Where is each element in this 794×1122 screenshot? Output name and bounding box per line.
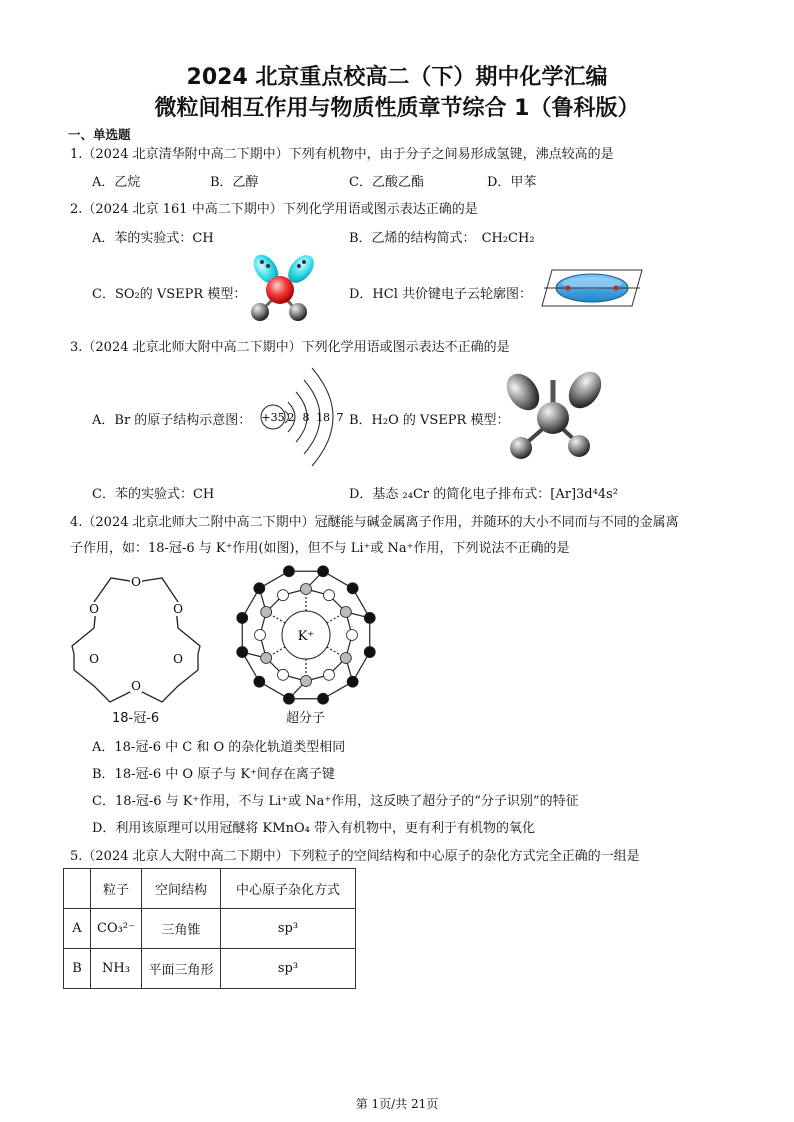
- q4-option-d: D．利用该原理可以用冠醚将 KMnO₄ 带入有机物中，更有利于有机物的氧化: [92, 821, 535, 836]
- question-5-stem: 5.（2024 北京人大附中高二下期中）下列粒子的空间结构和中心原子的杂化方式完全正确的一组是: [70, 849, 640, 864]
- table-header-row: [64, 869, 356, 909]
- section-heading: 一、单选题: [68, 127, 131, 142]
- hcl-electron-cloud-image: [540, 268, 644, 308]
- supramolecule-k-crown-diagram: [236, 560, 376, 710]
- ring-atom-dot: [347, 676, 358, 687]
- br-shell-3: 18: [316, 411, 330, 424]
- ring-atom-dot: [364, 647, 375, 658]
- q4-option-c: C．18-冠-6 与 K⁺作用，不与 Li⁺或 Na⁺作用，这反映了超分子的“分子识别”的特征: [92, 794, 579, 809]
- question-1-stem: 1.（2024 北京清华附中高二下期中）下列有机物中，由于分子之间易形成氢键，沸点较高的是: [70, 147, 614, 162]
- ring-atom-dot: [364, 612, 375, 623]
- q3-option-c: C．苯的实验式：CH: [92, 487, 215, 502]
- table-cell: NH₃: [91, 949, 142, 989]
- svg-text:O: O: [89, 652, 99, 666]
- q1-option-d: D．甲苯: [487, 175, 537, 190]
- q3-option-b: B．H₂O 的 VSEPR 模型：: [349, 413, 510, 428]
- ring-atom-dot: [278, 669, 289, 680]
- table-cell: B: [64, 949, 91, 989]
- q3-option-d: D．基态 ₂₄Cr 的简化电子排布式：[Ar]3d⁴4s²: [349, 487, 618, 502]
- ring-atom-dot: [301, 676, 312, 687]
- table-row: [64, 949, 356, 989]
- table-cell: sp³: [221, 909, 356, 949]
- table-row: [64, 909, 356, 949]
- q1-option-b: B．乙醇: [210, 175, 259, 190]
- h2o-vsepr-model-image: [505, 370, 605, 475]
- crown-ether-18-6-structure: [66, 570, 206, 720]
- ring-atom-dot: [347, 630, 358, 641]
- supramolecule-label: 超分子: [286, 711, 326, 726]
- q2-option-c: C．SO₂的 VSEPR 模型：: [92, 287, 247, 302]
- br-atom-structure-diagram: [258, 362, 348, 472]
- br-shell-1: 2: [287, 411, 295, 424]
- q2-option-d: D．HCl 共价键电子云轮廓图：: [349, 287, 532, 302]
- page-title-line1: 2024 北京重点校高二（下）期中化学汇编: [186, 65, 608, 90]
- ring-atom-dot: [340, 653, 351, 664]
- ring-atom-dot: [318, 566, 329, 577]
- ring-atom-dot: [254, 676, 265, 687]
- q2-option-b: B．乙烯的结构简式： CH₂CH₂: [349, 231, 535, 246]
- ring-atom-dot: [261, 653, 272, 664]
- question-4-stem-line2: 子作用，如：18-冠-6 与 K⁺作用(如图)，但不与 Li⁺或 Na⁺作用，下列说法不正确的是: [70, 541, 570, 556]
- table-cell: 平面三角形: [142, 949, 221, 989]
- svg-text:O: O: [131, 679, 141, 693]
- ring-atom-dot: [254, 583, 265, 594]
- q2-option-a: A．苯的实验式：CH: [92, 231, 214, 246]
- ring-atom-dot: [318, 693, 329, 704]
- q3-option-a: A．Br 的原子结构示意图：: [92, 413, 252, 428]
- ring-atom-dot: [255, 630, 266, 641]
- br-shell-4: 7: [336, 411, 344, 424]
- question-2-stem: 2.（2024 北京 161 中高二下期中）下列化学用语或图示表达正确的是: [70, 202, 478, 217]
- table-cell: sp³: [221, 949, 356, 989]
- table-header-cell: 空间结构: [142, 869, 221, 909]
- br-shell-2: 8: [302, 411, 310, 424]
- svg-text:O: O: [89, 602, 99, 616]
- k-ion-label: K⁺: [297, 629, 315, 644]
- svg-text:O: O: [173, 602, 183, 616]
- ring-atom-dot: [347, 583, 358, 594]
- ring-atom-dot: [340, 607, 351, 618]
- ring-atom-dot: [261, 607, 272, 618]
- question-4-stem-line1: 4.（2024 北京北师大二附中高二下期中）冠醚能与碱金属离子作用，并随环的大小不同而与不同的金属离: [70, 515, 679, 530]
- ethylene-formula: CH₂CH₂: [481, 231, 535, 246]
- q5-table: [63, 868, 356, 989]
- svg-text:O: O: [173, 652, 183, 666]
- ring-atom-dot: [324, 590, 335, 601]
- page-title-line2: 微粒间相互作用与物质性质章节综合 1（鲁科版）: [154, 96, 640, 121]
- q1-option-c: C．乙酸乙酯: [349, 175, 424, 190]
- ring-atom-dot: [237, 612, 248, 623]
- table-header-cell: 粒子: [91, 869, 142, 909]
- table-cell: A: [64, 909, 91, 949]
- crown-ether-label: 18-冠-6: [112, 711, 160, 726]
- ring-atom-dot: [324, 669, 335, 680]
- so2-vsepr-model-image: [246, 252, 326, 327]
- table-header-cell: [64, 869, 91, 909]
- table-header-cell: 中心原子杂化方式: [221, 869, 356, 909]
- table-cell: CO₃²⁻: [91, 909, 142, 949]
- page-footer: 第 1页/共 21页: [355, 1097, 439, 1111]
- ring-atom-dot: [301, 584, 312, 595]
- ring-atom-dot: [278, 590, 289, 601]
- q1-option-a: A．乙烷: [92, 175, 141, 190]
- br-nucleus-label: +35: [261, 411, 285, 424]
- table-cell: 三角锥: [142, 909, 221, 949]
- q4-option-b: B．18-冠-6 中 O 原子与 K⁺间存在离子键: [92, 767, 335, 782]
- question-3-stem: 3.（2024 北京北师大附中高二下期中）下列化学用语或图示表达不正确的是: [70, 340, 510, 355]
- ring-atom-dot: [283, 566, 294, 577]
- ring-atom-dot: [237, 647, 248, 658]
- ring-atom-dot: [283, 693, 294, 704]
- svg-text:O: O: [131, 575, 141, 589]
- q4-option-a: A．18-冠-6 中 C 和 O 的杂化轨道类型相同: [92, 740, 346, 755]
